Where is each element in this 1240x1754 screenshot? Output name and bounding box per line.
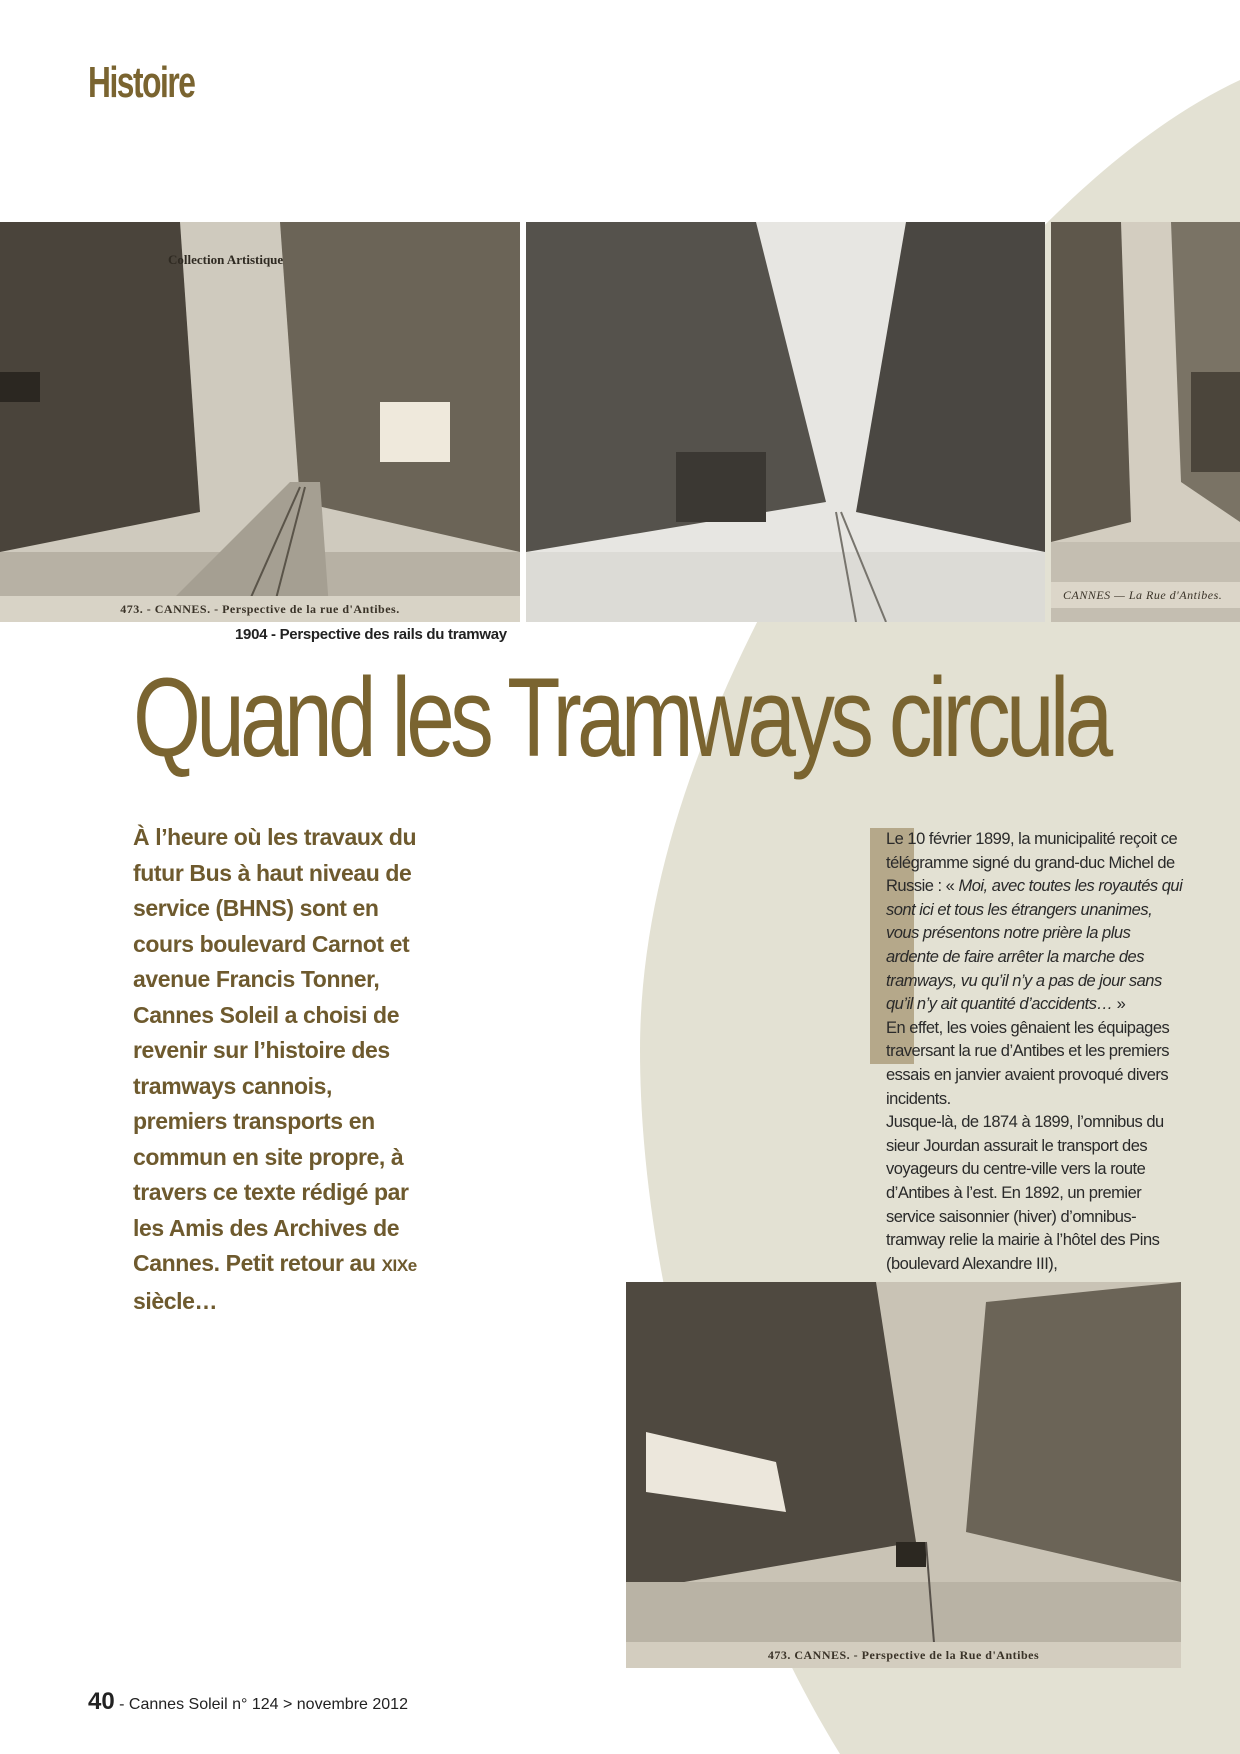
article-intro: À l’heure où les travaux du futur Bus à haut niveau de service (BHNS) sont en cours boulevard Carnot et avenue Francis Tonner, Cannes Soleil a choisi de revenir sur l’histoire des tramways cannois, premiers transports en commun en site propre, à travers ce texte rédigé par les Amis des Archives de Cannes. Petit retour au XIXe siècle… [133,824,417,1314]
photo-caption: 1904 - Perspective des rails du tramway [235,626,507,643]
archive-photo-rue-antibes-1 [0,222,520,622]
publication-info: - Cannes Soleil n° 124 > novembre 2012 [119,1696,408,1713]
body-paragraph: En effet, les voies gênaient les équipages traversant la rue d’Antibes et les premiers essais en janvier avaient provoqué divers incidents. [886,1018,1170,1108]
page-footer [88,1688,408,1716]
postcard-caption: 473. CANNES. - Perspective de la Rue d'Antibes [626,1642,1181,1668]
body-paragraph: Jusque-là, de 1874 à 1899, l’omnibus du sieur Jourdan assurait le transport des voyageurs du centre-ville vers la route d’Antibes à l’est. En 1892, un premier service saisonnier (hiver) d’omnibus-tramway relie la mairie à l’hôtel des Pins (boulevard Alexandre III), [886,1113,1164,1273]
archive-photo-rue-antibes-2 [626,1282,1181,1668]
archive-photo-maison-street [526,222,1045,622]
body-paragraph: Le 10 février 1899, la municipalité reçoit ce télégramme signé du grand-duc Michel de Russie : « Moi, avec toutes les royautés qui sont ici et tous les étrangers unanimes, vous présentons notre prière la plus ardente de faire arrêter la marche des tramways, vu qu’il n’y a pas de jour sans qu’il n’y ait quantité d’accidents… » [886,830,1183,1014]
intro-century: XIXe [381,1256,417,1275]
grand-duke-quote: Moi, avec toutes les royautés qui sont ici et tous les étrangers unanimes, vous présentons notre prière la plus ardente de faire arrêter la marche des tramways, vu qu’il n’y a pas de jour sans qu’il n’y ait quantité d’accidents… [886,877,1183,1014]
section-title: Histoire [88,58,195,107]
article-headline: Quand les Tramways circula [133,655,1109,780]
article-body-column [886,828,1184,1276]
postcard-caption: 473. - CANNES. - Perspective de la rue d'Antibes. [0,596,520,622]
page-number: 40 [88,1688,115,1715]
postcard-label: Collection Artistique [168,252,284,267]
postcard-caption: CANNES — La Rue d'Antibes. [1051,582,1240,608]
archive-photo-tram-car [1051,222,1240,622]
